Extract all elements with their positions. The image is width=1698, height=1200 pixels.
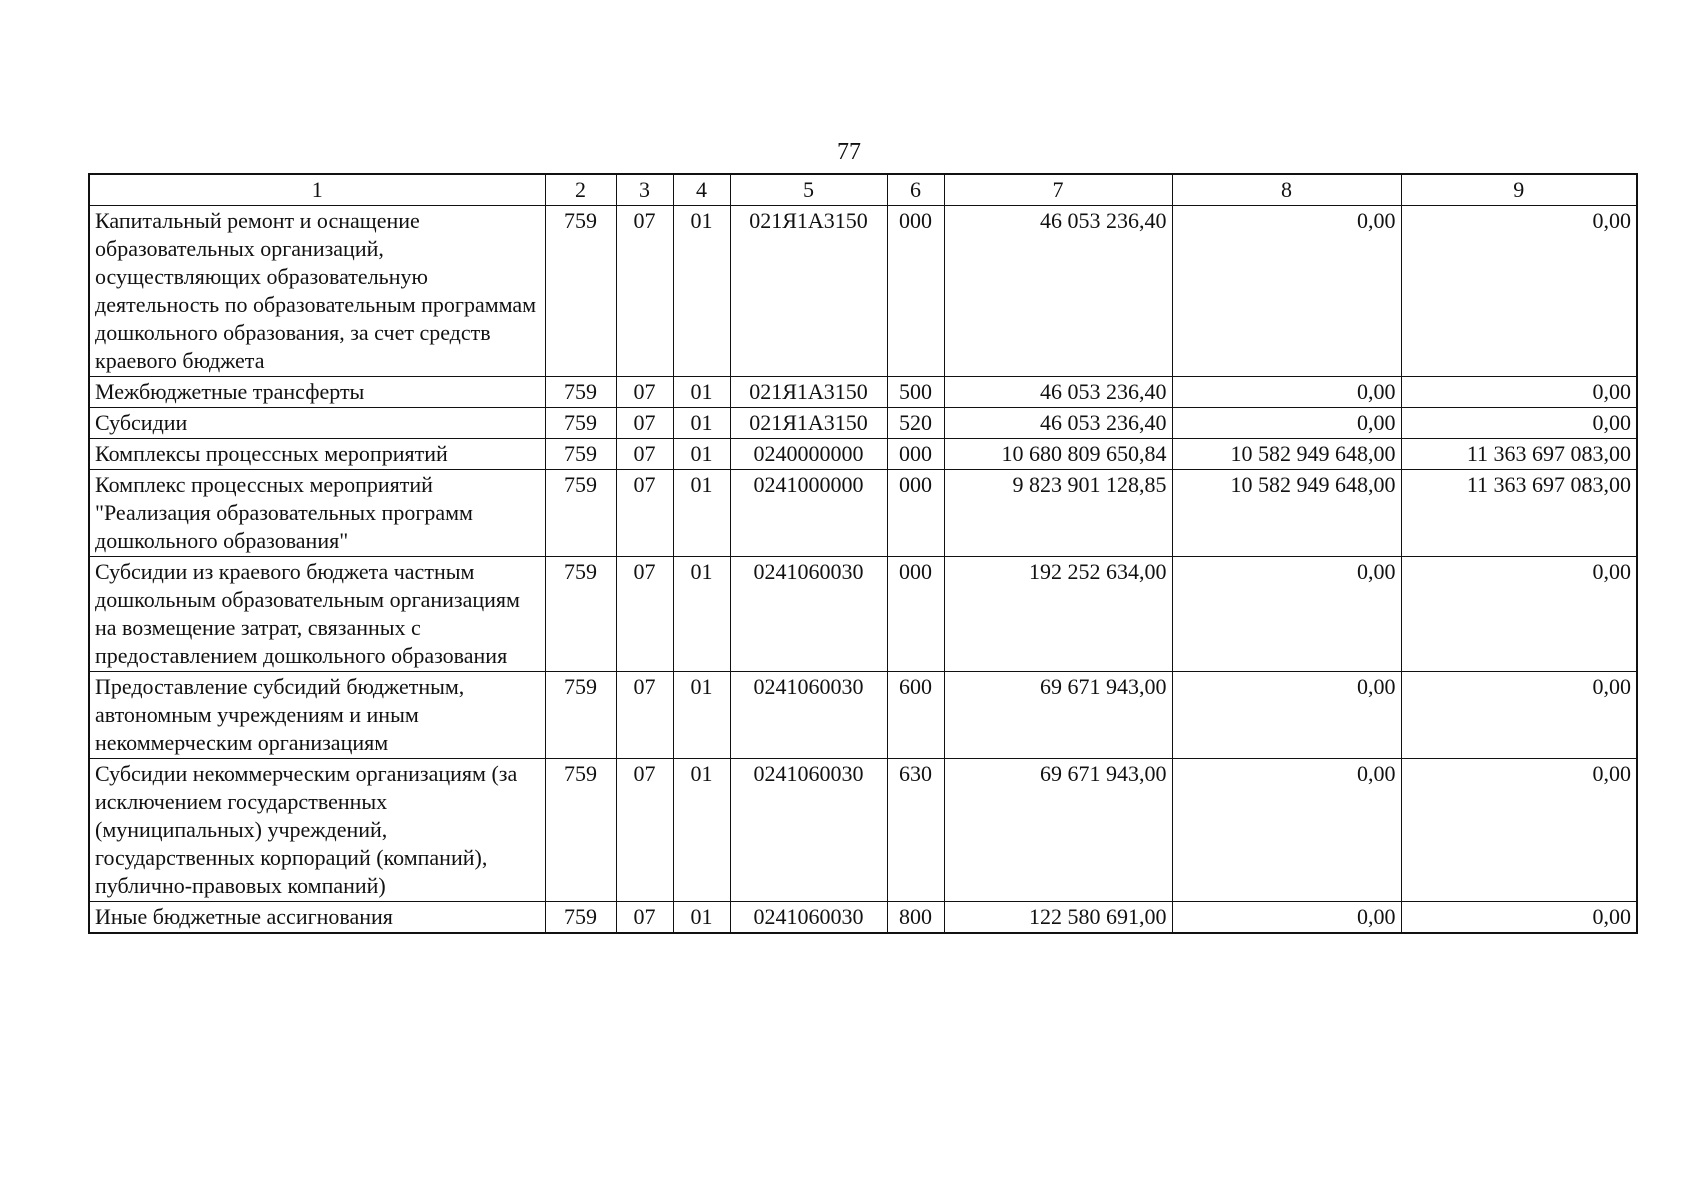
header-row — [89, 174, 1637, 206]
row-col-7: 9 823 901 128,85 — [944, 470, 1172, 557]
row-col-6: 500 — [887, 377, 944, 408]
row-col-5: 0241060030 — [730, 759, 887, 902]
row-col-9: 11 363 697 083,00 — [1401, 470, 1637, 557]
table-row — [89, 902, 1637, 934]
row-col-8: 0,00 — [1172, 672, 1401, 759]
row-col-9: 0,00 — [1401, 902, 1637, 934]
row-col-8: 0,00 — [1172, 408, 1401, 439]
row-col-5: 021Я1А3150 — [730, 377, 887, 408]
row-col-7: 69 671 943,00 — [944, 759, 1172, 902]
row-name: Субсидии из краевого бюджета частным дошкольным образовательным организациям на возмещение затрат, связанных с предоставлением дошкольного образования — [89, 557, 545, 672]
row-col-7: 10 680 809 650,84 — [944, 439, 1172, 470]
page-number: 77 — [837, 139, 861, 165]
row-col-9: 0,00 — [1401, 557, 1637, 672]
row-name: Предоставление субсидий бюджетным, автономным учреждениям и иным некоммерческим организациям — [89, 672, 545, 759]
row-col-7: 46 053 236,40 — [944, 408, 1172, 439]
row-col-9: 0,00 — [1401, 759, 1637, 902]
row-col-5: 0241000000 — [730, 470, 887, 557]
row-col-8: 10 582 949 648,00 — [1172, 470, 1401, 557]
row-name: Иные бюджетные ассигнования — [89, 902, 545, 934]
table-row — [89, 439, 1637, 470]
row-col-4: 01 — [673, 902, 730, 934]
row-col-5: 0241060030 — [730, 902, 887, 934]
row-col-8: 0,00 — [1172, 377, 1401, 408]
row-col-4: 01 — [673, 672, 730, 759]
row-col-2: 759 — [545, 759, 616, 902]
row-col-8: 0,00 — [1172, 206, 1401, 377]
row-col-4: 01 — [673, 408, 730, 439]
header-col-2: 2 — [545, 174, 616, 206]
row-col-8: 0,00 — [1172, 759, 1401, 902]
row-col-7: 192 252 634,00 — [944, 557, 1172, 672]
row-col-3: 07 — [616, 902, 673, 934]
row-col-7: 46 053 236,40 — [944, 206, 1172, 377]
table-row — [89, 470, 1637, 557]
row-col-5: 0240000000 — [730, 439, 887, 470]
row-col-4: 01 — [673, 439, 730, 470]
row-col-6: 000 — [887, 557, 944, 672]
row-col-6: 600 — [887, 672, 944, 759]
row-col-5: 0241060030 — [730, 557, 887, 672]
row-col-9: 11 363 697 083,00 — [1401, 439, 1637, 470]
table-row — [89, 672, 1637, 759]
row-col-3: 07 — [616, 470, 673, 557]
row-col-6: 630 — [887, 759, 944, 902]
table-row — [89, 377, 1637, 408]
row-col-6: 800 — [887, 902, 944, 934]
row-col-4: 01 — [673, 377, 730, 408]
header-col-8: 8 — [1172, 174, 1401, 206]
header-col-3: 3 — [616, 174, 673, 206]
row-col-5: 021Я1А3150 — [730, 206, 887, 377]
budget-table — [88, 173, 1638, 934]
row-col-9: 0,00 — [1401, 377, 1637, 408]
row-col-5: 021Я1А3150 — [730, 408, 887, 439]
row-col-3: 07 — [616, 672, 673, 759]
row-col-2: 759 — [545, 557, 616, 672]
row-col-7: 69 671 943,00 — [944, 672, 1172, 759]
header-col-7: 7 — [944, 174, 1172, 206]
row-col-9: 0,00 — [1401, 408, 1637, 439]
row-name: Межбюджетные трансферты — [89, 377, 545, 408]
row-col-9: 0,00 — [1401, 206, 1637, 377]
table-row — [89, 408, 1637, 439]
row-col-5: 0241060030 — [730, 672, 887, 759]
row-col-6: 000 — [887, 470, 944, 557]
table-row — [89, 557, 1637, 672]
table-row — [89, 206, 1637, 377]
row-col-2: 759 — [545, 672, 616, 759]
row-col-7: 122 580 691,00 — [944, 902, 1172, 934]
row-col-6: 000 — [887, 206, 944, 377]
header-col-4: 4 — [673, 174, 730, 206]
header-col-6: 6 — [887, 174, 944, 206]
row-col-4: 01 — [673, 759, 730, 902]
row-name: Субсидии — [89, 408, 545, 439]
row-col-3: 07 — [616, 439, 673, 470]
row-col-4: 01 — [673, 470, 730, 557]
row-name: Комплексы процессных мероприятий — [89, 439, 545, 470]
row-col-7: 46 053 236,40 — [944, 377, 1172, 408]
row-col-2: 759 — [545, 439, 616, 470]
row-col-2: 759 — [545, 377, 616, 408]
header-col-1: 1 — [89, 174, 545, 206]
table-row — [89, 759, 1637, 902]
row-col-2: 759 — [545, 902, 616, 934]
row-col-8: 0,00 — [1172, 557, 1401, 672]
row-col-9: 0,00 — [1401, 672, 1637, 759]
row-col-3: 07 — [616, 377, 673, 408]
row-col-2: 759 — [545, 408, 616, 439]
row-col-2: 759 — [545, 470, 616, 557]
row-name: Комплекс процессных мероприятий "Реализация образовательных программ дошкольного образования" — [89, 470, 545, 557]
row-col-3: 07 — [616, 408, 673, 439]
row-col-6: 520 — [887, 408, 944, 439]
row-col-4: 01 — [673, 206, 730, 377]
row-col-8: 10 582 949 648,00 — [1172, 439, 1401, 470]
row-col-3: 07 — [616, 759, 673, 902]
row-name: Капитальный ремонт и оснащение образовательных организаций, осуществляющих образовательную деятельность по образовательным программам дошкольного образования, за счет средств краевого бюджета — [89, 206, 545, 377]
row-name: Субсидии некоммерческим организациям (за исключением государственных (муниципальных) учреждений, государственных корпораций (компаний), публично-правовых компаний) — [89, 759, 545, 902]
header-col-9: 9 — [1401, 174, 1637, 206]
row-col-8: 0,00 — [1172, 902, 1401, 934]
row-col-3: 07 — [616, 557, 673, 672]
row-col-2: 759 — [545, 206, 616, 377]
row-col-3: 07 — [616, 206, 673, 377]
header-col-5: 5 — [730, 174, 887, 206]
row-col-6: 000 — [887, 439, 944, 470]
row-col-4: 01 — [673, 557, 730, 672]
